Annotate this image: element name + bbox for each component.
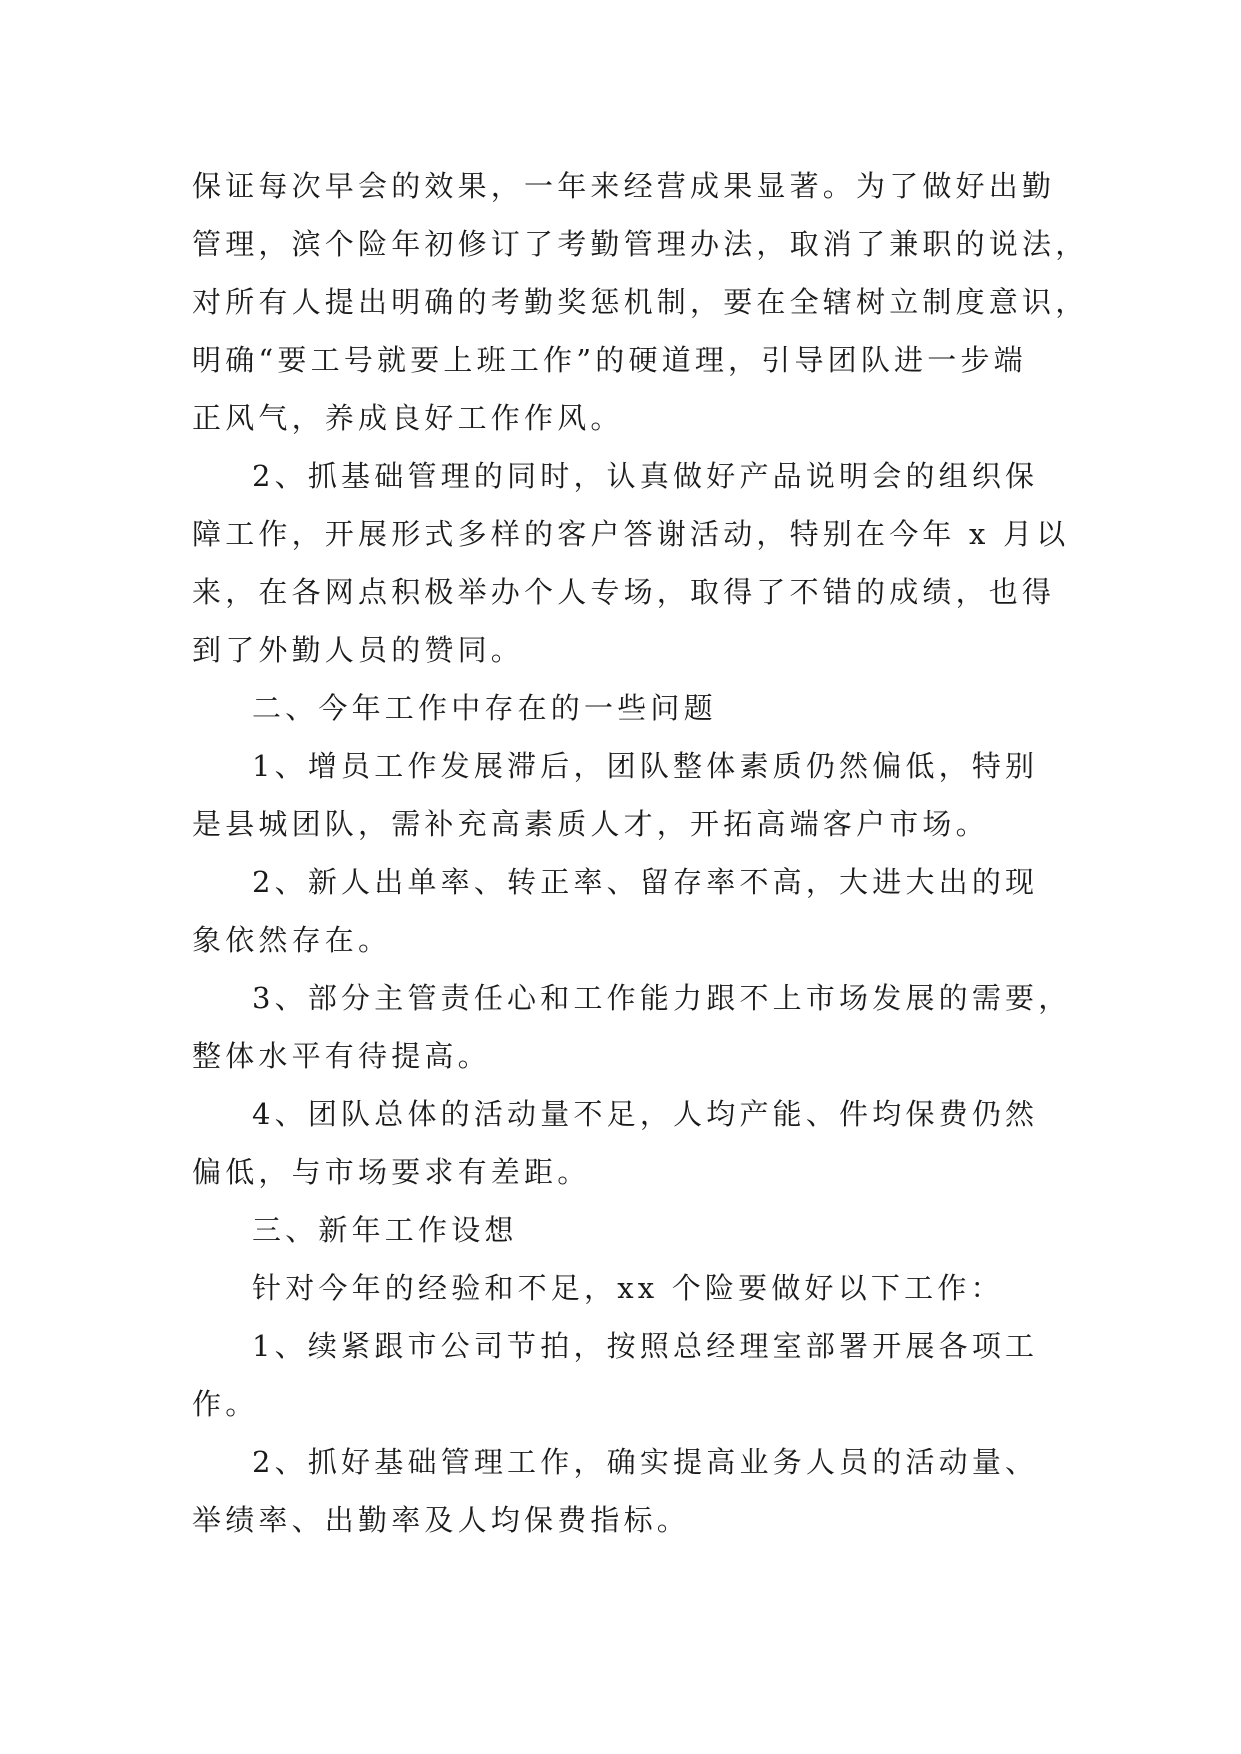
text-line: 3、部分主管责任心和工作能力跟不上市场发展的需要， <box>252 981 1072 1015</box>
text-line: 对所有人提出明确的考勤奖惩机制，要在全辖树立制度意识， <box>192 285 1089 319</box>
section-heading: 三、新年工作设想 <box>252 1213 518 1247</box>
text-line: 1、续紧跟市公司节拍，按照总经理室部署开展各项工 <box>252 1329 1039 1363</box>
text-line: 2、抓好基础管理工作，确实提高业务人员的活动量、 <box>252 1445 1039 1479</box>
text-line: 整体水平有待提高。 <box>192 1039 491 1073</box>
text-line: 偏低，与市场要求有差距。 <box>192 1155 591 1189</box>
text-line: 障工作，开展形式多样的客户答谢活动，特别在今年 x 月以 <box>192 517 1070 551</box>
text-line: 1、增员工作发展滞后，团队整体素质仍然偏低，特别 <box>252 749 1039 783</box>
text-line: 明确“要工号就要上班工作”的硬道理，引导团队进一步端 <box>192 343 1027 377</box>
text-line: 正风气，养成良好工作作风。 <box>192 401 624 435</box>
text-line: 到了外勤人员的赞同。 <box>192 633 525 667</box>
text-line: 针对今年的经验和不足，xx 个险要做好以下工作： <box>252 1271 1004 1305</box>
text-line: 4、团队总体的活动量不足，人均产能、件均保费仍然 <box>252 1097 1039 1131</box>
text-line: 保证每次早会的效果，一年来经营成果显著。为了做好出勤 <box>192 169 1056 203</box>
text-line: 举绩率、出勤率及人均保费指标。 <box>192 1503 691 1537</box>
text-line: 2、新人出单率、转正率、留存率不高，大进大出的现 <box>252 865 1039 899</box>
section-heading: 二、今年工作中存在的一些问题 <box>252 691 717 725</box>
text-line: 管理，滨个险年初修订了考勤管理办法，取消了兼职的说法， <box>192 227 1089 261</box>
text-line: 作。 <box>192 1387 259 1421</box>
text-line: 来，在各网点积极举办个人专场，取得了不错的成绩，也得 <box>192 575 1056 609</box>
text-line: 象依然存在。 <box>192 923 392 957</box>
text-line: 2、抓基础管理的同时，认真做好产品说明会的组织保 <box>252 459 1039 493</box>
text-line: 是县城团队，需补充高素质人才，开拓高端客户市场。 <box>192 807 989 841</box>
